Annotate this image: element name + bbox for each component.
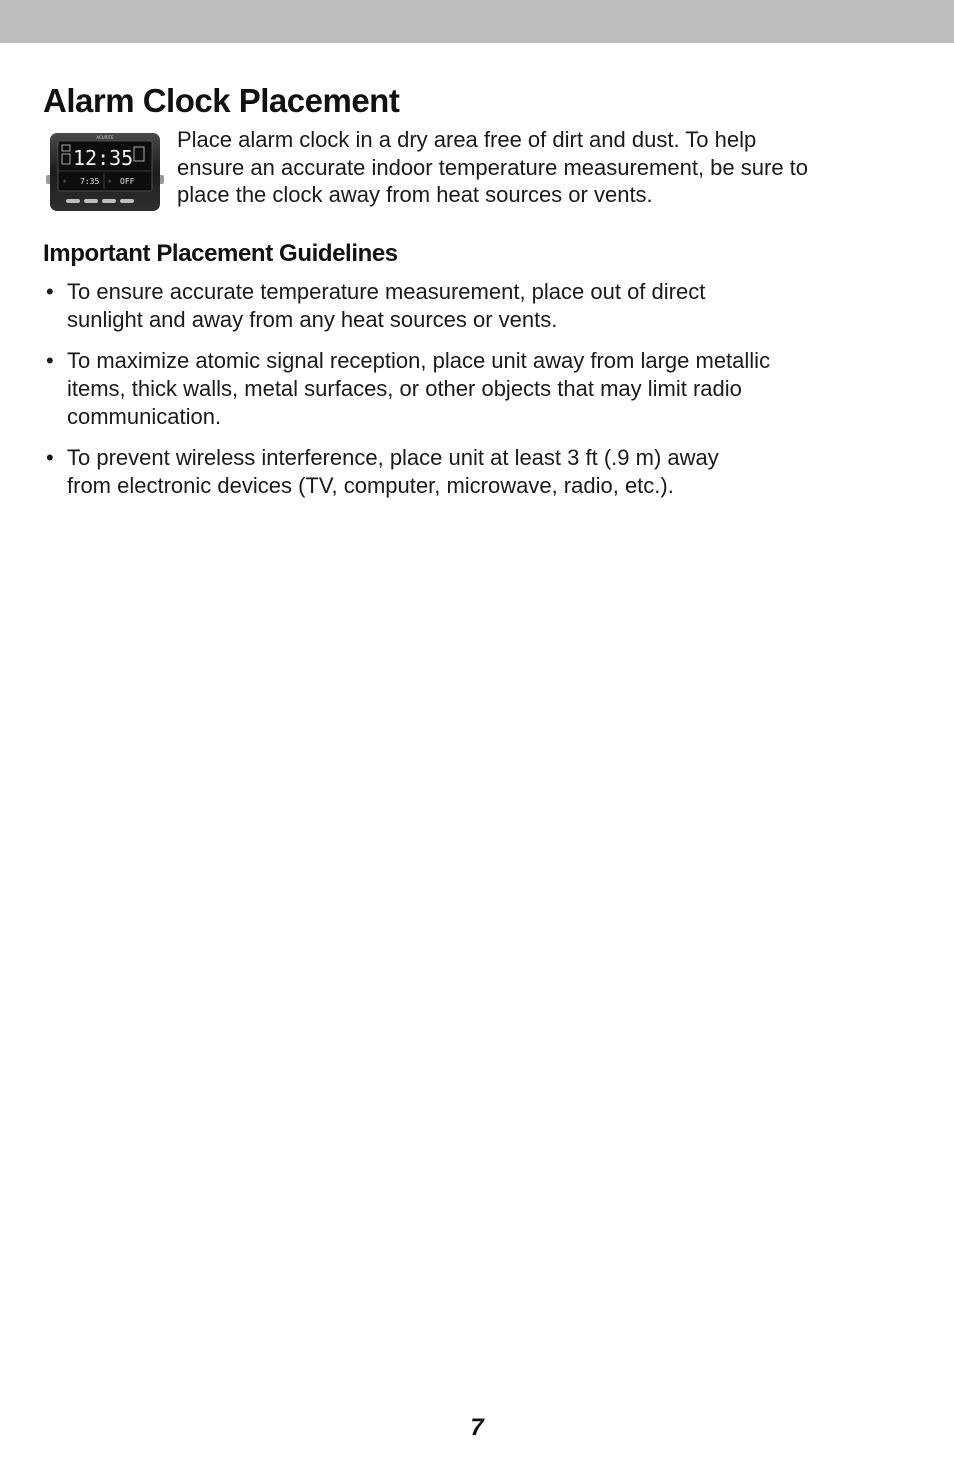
- guideline-item: [44, 347, 904, 431]
- guideline-item: [44, 444, 904, 500]
- bullet-icon: •: [46, 445, 54, 470]
- guidelines-heading: Important Placement Guidelines: [43, 240, 398, 267]
- guideline-line: from electronic devices (TV, computer, microwave, radio, etc.).: [67, 473, 674, 498]
- guideline-line: To ensure accurate temperature measurement, place out of direct: [67, 279, 706, 304]
- intro-line: place the clock away from heat sources or vents.: [177, 182, 653, 207]
- header-bar: [0, 0, 954, 43]
- svg-text:☼: ☼: [63, 179, 67, 185]
- brand-logo: ACURITE: [96, 135, 114, 140]
- alarm-status: OFF: [120, 177, 135, 186]
- guideline-line: sunlight and away from any heat sources or vents.: [67, 307, 558, 332]
- guideline-line: items, thick walls, metal surfaces, or other objects that may limit radio: [67, 376, 742, 401]
- guidelines-list: [44, 278, 904, 513]
- bullet-icon: •: [46, 348, 54, 373]
- intro-line: ensure an accurate indoor temperature measurement, be sure to: [177, 154, 809, 180]
- intro-paragraph: [177, 126, 897, 209]
- page-number: 7: [470, 1414, 484, 1441]
- alarm-time: 7:35: [80, 177, 100, 186]
- guideline-line: To maximize atomic signal reception, place unit away from large metallic: [67, 348, 771, 373]
- alarm-clock-icon: [46, 131, 164, 213]
- page-title: Alarm Clock Placement: [43, 82, 400, 119]
- guideline-item: [44, 278, 904, 334]
- bullet-icon: •: [46, 279, 54, 304]
- intro-line: Place alarm clock in a dry area free of dirt and dust. To help: [177, 127, 757, 152]
- clock-time: 12:35: [73, 146, 134, 170]
- guideline-line: To prevent wireless interference, place unit at least 3 ft (.9 m) away: [67, 445, 719, 470]
- guideline-line: communication.: [67, 404, 222, 429]
- svg-text:☼: ☼: [108, 179, 112, 185]
